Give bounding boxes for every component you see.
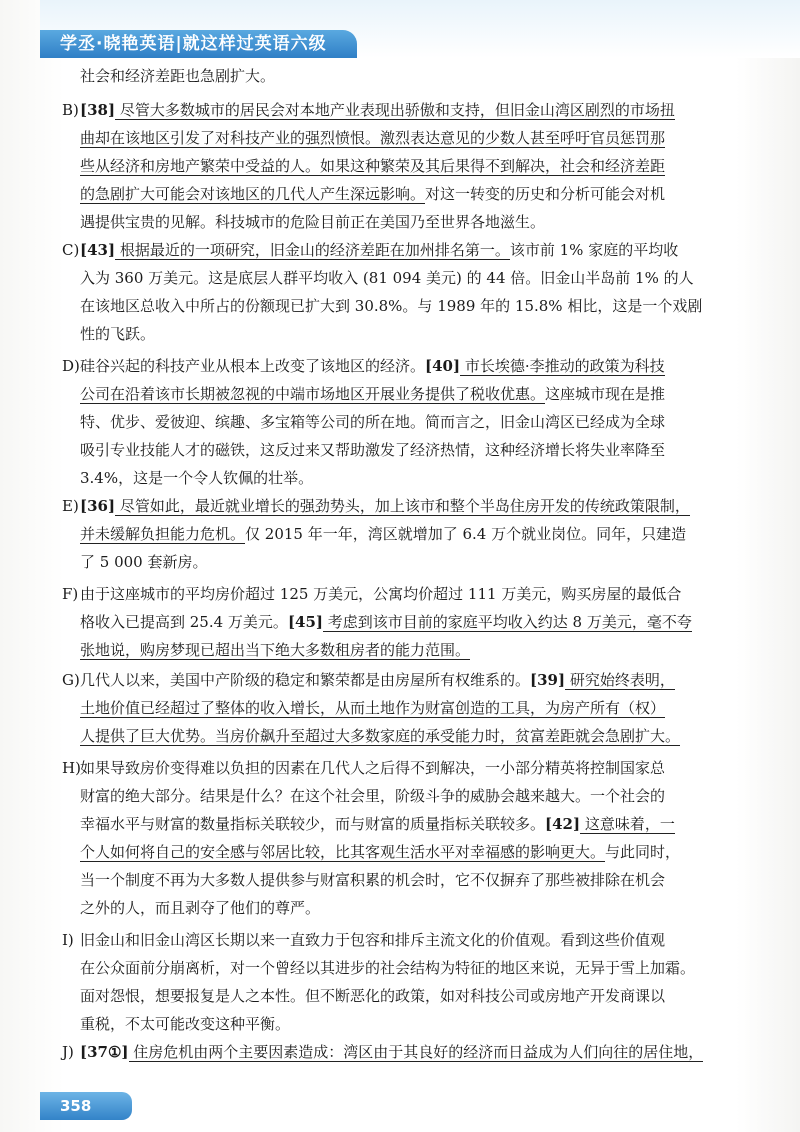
paragraph-J [62, 1038, 740, 1066]
text-line [80, 926, 740, 954]
underlined-text: 的急剧扩大可能会对该地区的几代人产生深远影响。 [80, 185, 426, 203]
underlined-text: 尽管如此，最近就业增长的强劲势头，加上该市和整个半岛住房开发的传统政策限制， [115, 497, 690, 515]
paragraph-D [62, 352, 740, 492]
text-segment: 面对怨恨，想要报复是人之本性。但不断恶化的政策，如对科技公司或房地产开发商课以 [80, 987, 666, 1005]
text-segment: 由于这座城市的平均房价超过 125 万美元，公寓均价超过 111 万美元，购买房屋的最低合 [80, 585, 682, 603]
paragraph-label: B) [62, 101, 79, 119]
question-number: [38] [80, 101, 116, 119]
text-line [80, 236, 740, 264]
underlined-text: 尽管大多数城市的居民会对本地产业表现出骄傲和支持，但旧金山湾区剧烈的市场扭 [115, 101, 675, 119]
text-segment: 之外的人，而且剥夺了他们的尊严。 [80, 899, 321, 917]
text-segment: 几代人以来，美国中产阶级的稳定和繁荣都是由房屋所有权维系的。 [80, 671, 531, 689]
underlined-text: 张地说，购房梦现已超出当下绝大多数租房者的能力范围。 [80, 641, 471, 659]
paragraph-F [62, 580, 740, 664]
text-line [80, 96, 740, 124]
text-segment: 该市前 1% 家庭的平均收 [509, 241, 679, 259]
question-number: [42] [545, 815, 581, 833]
paragraph-label: J) [62, 1043, 74, 1061]
text-line [80, 1010, 740, 1038]
underlined-text: 市长埃德·李推动的政策为科技 [460, 357, 665, 375]
text-line [80, 982, 740, 1010]
underlined-text: 土地价值已经超过了整体的收入增长，从而土地作为财富创造的工具，为房产所有（权） [80, 699, 666, 717]
text-line [80, 352, 740, 380]
text-segment: 旧金山和旧金山湾区长期以来一直致力于包容和排斥主流文化的价值观。看到这些价值观 [80, 931, 666, 949]
text-line [80, 548, 740, 576]
text-line [80, 666, 740, 694]
page-number: 358 [60, 1097, 92, 1115]
underlined-text: 这意味着，一 [580, 815, 675, 833]
text-line [80, 782, 740, 810]
text-segment: 社会和经济差距也急剧扩大。 [80, 67, 276, 85]
text-line [80, 180, 740, 208]
text-line [80, 464, 740, 492]
text-line [80, 954, 740, 982]
paragraph-label: D) [62, 357, 80, 375]
paragraph-label: F) [62, 585, 79, 603]
underlined-text: 住房危机由两个主要因素造成：湾区由于其良好的经济而日益成为人们向往的居住地， [128, 1043, 704, 1061]
paragraph-E [62, 492, 740, 576]
question-number: [37①] [80, 1043, 129, 1061]
underlined-text: 曲却在该地区引发了对科技产业的强烈愤恨。激烈表达意见的少数人甚至呼吁官员惩罚那 [80, 129, 666, 147]
text-segment: 当一个制度不再为大多数人提供参与财富积累的机会时，它不仅摒弃了那些被排除在机会 [80, 871, 666, 889]
paragraph-C [62, 236, 740, 348]
text-line [80, 838, 740, 866]
text-line [80, 754, 740, 782]
question-number: [45] [287, 613, 324, 631]
text-line [80, 152, 740, 180]
text-segment: 这座城市现在是推 [545, 385, 666, 403]
underlined-text: 些从经济和房地产繁荣中受益的人。如果这种繁荣及其后果得不到解决，社会和经济差距 [80, 157, 666, 175]
text-segment: 格收入已提高到 25.4 万美元。 [80, 613, 288, 631]
text-segment: 3.4%，这是一个令人钦佩的壮举。 [80, 469, 314, 487]
paragraph-label: C) [62, 241, 80, 259]
text-segment: 在公众面前分崩离析，对一个曾经以其进步的社会结构为特征的地区来说，无异于雪上加霜。 [80, 959, 696, 977]
text-line [80, 208, 740, 236]
text-line [80, 866, 740, 894]
paragraph-continued [80, 62, 740, 90]
text-line [80, 380, 740, 408]
text-line [80, 636, 740, 664]
paragraph-label: H) [62, 759, 81, 777]
paragraph-label: E) [62, 497, 79, 515]
text-line [80, 810, 740, 838]
text-segment: 入为 360 万美元。这是底层人群平均收入 (81 094 美元) 的 44 倍。旧金山半岛前 1% 的人 [80, 269, 694, 287]
text-segment: 仅 2015 年一年，湾区就增加了 6.4 万个就业岗位。同年，只建造 [245, 525, 687, 543]
text-segment: 在该地区总收入中所占的份额现已扩大到 30.8%。与 1989 年的 15.8% 相比，这是一个戏剧 [80, 297, 703, 315]
underlined-text: 并未缓解负担能力危机。 [80, 525, 246, 543]
text-segment: 幸福水平与财富的数量指标关联较少，而与财富的质量指标关联较多。 [80, 815, 546, 833]
question-number: [39] [530, 671, 566, 689]
text-segment: 如果导致房价变得难以负担的因素在几代人之后得不到解决，一小部分精英将控制国家总 [80, 759, 666, 777]
text-line [80, 264, 740, 292]
text-line [80, 894, 740, 922]
text-line [80, 608, 740, 636]
text-line [80, 1038, 740, 1066]
running-header-title: 学丞·晓艳英语|就这样过英语六级 [40, 30, 357, 58]
paragraph-I [62, 926, 740, 1038]
paragraph-B [62, 96, 740, 236]
underlined-text: 根据最近的一项研究，旧金山的经济差距在加州排名第一。 [115, 241, 510, 259]
paragraph-label: G) [62, 671, 80, 689]
underlined-text: 研究始终表明， [565, 671, 675, 689]
underlined-text: 人提供了巨大优势。当房价飙升至超过大多数家庭的承受能力时，贫富差距就会急剧扩大。 [80, 727, 681, 745]
text-line [80, 320, 740, 348]
text-segment: 吸引专业技能人才的磁铁，这反过来又帮助激发了经济热情，这种经济增长将失业率降至 [80, 441, 666, 459]
question-number: [43] [80, 241, 116, 259]
text-segment: 特、优步、爱彼迎、缤趣、多宝箱等公司的所在地。简而言之，旧金山湾区已经成为全球 [80, 413, 666, 431]
text-segment: 遇提供宝贵的见解。科技城市的危险目前正在美国乃至世界各地滋生。 [80, 213, 546, 231]
text-line [80, 492, 740, 520]
text-segment: 对这一转变的历史和分析可能会对机 [425, 185, 666, 203]
underlined-text: 个人如何将自己的安全感与邻居比较，比其客观生活水平对幸福感的影响更大。 [80, 843, 606, 861]
text-line [80, 580, 740, 608]
text-line [80, 436, 740, 464]
underlined-text: 考虑到该市目前的家庭平均收入约达 8 万美元，毫不夸 [323, 613, 692, 631]
text-line [80, 62, 740, 90]
text-line [80, 722, 740, 750]
text-line [80, 520, 740, 548]
underlined-text: 公司在沿着该市长期被忽视的中端市场地区开展业务提供了税收优惠。 [80, 385, 546, 403]
text-line [80, 408, 740, 436]
text-segment: 性的飞跃。 [80, 325, 156, 343]
text-segment: 与此同时， [605, 843, 681, 861]
text-segment: 硅谷兴起的科技产业从根本上改变了该地区的经济。 [80, 357, 426, 375]
text-segment: 财富的绝大部分。结果是什么？在这个社会里，阶级斗争的威胁会越来越大。一个社会的 [80, 787, 666, 805]
paragraph-label: I) [62, 931, 74, 949]
paragraph-G [62, 666, 740, 750]
text-line [80, 694, 740, 722]
text-line [80, 124, 740, 152]
text-segment: 重税，不太可能改变这种平衡。 [80, 1015, 291, 1033]
text-segment: 了 5 000 套新房。 [80, 553, 208, 571]
text-line [80, 292, 740, 320]
question-number: [36] [80, 497, 116, 515]
paragraph-H [62, 754, 740, 922]
question-number: [40] [425, 357, 461, 375]
